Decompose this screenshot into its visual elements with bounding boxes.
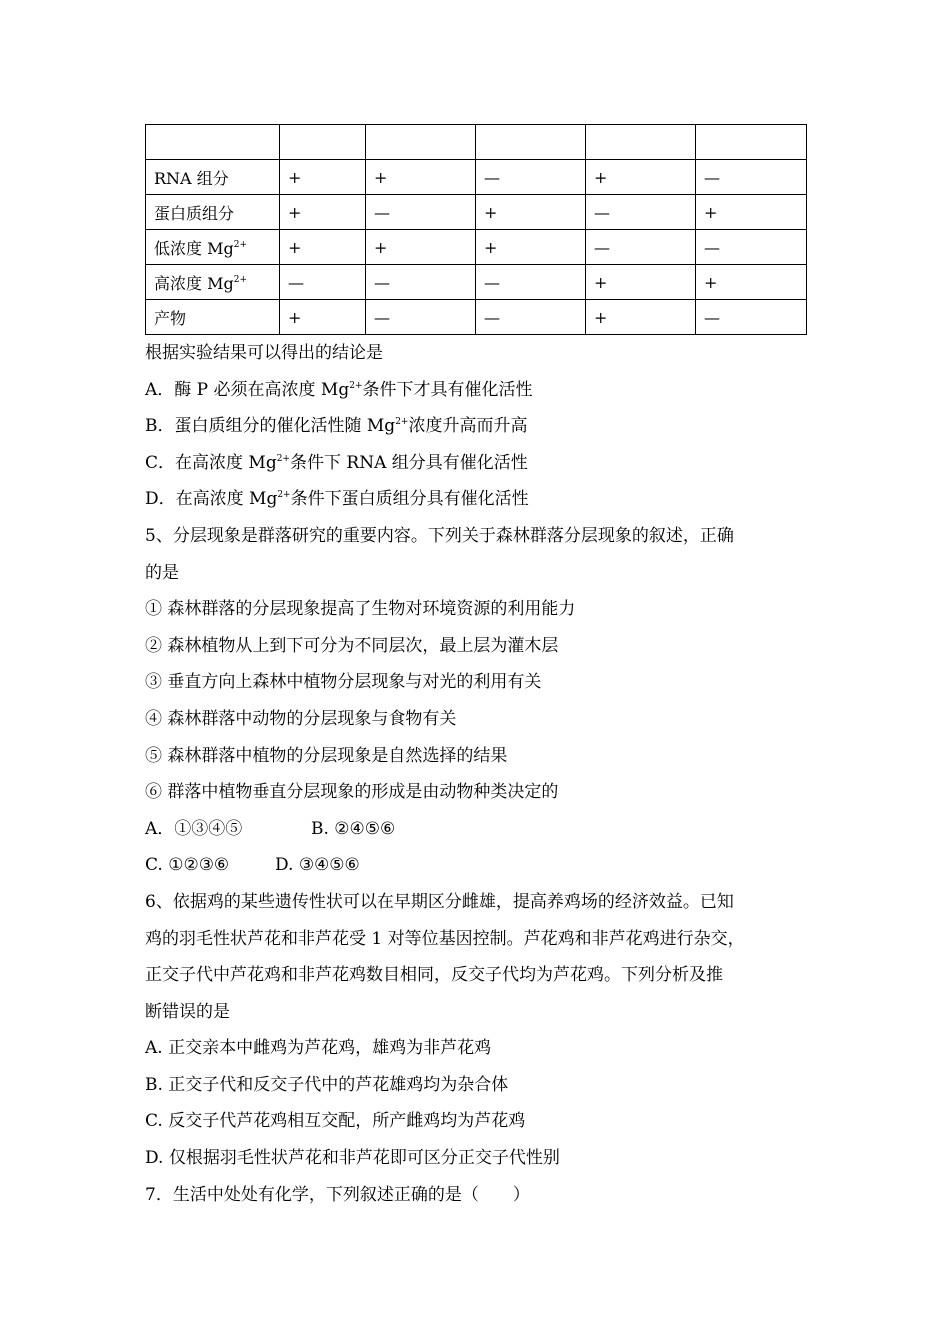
- table-cell: —: [696, 160, 807, 195]
- row-label: 低浓度 $Mg^{2+}$: [146, 230, 280, 265]
- table-cell: —: [476, 160, 586, 195]
- table-cell: +: [280, 230, 366, 265]
- row-label: 高浓度 $Mg^{2+}$: [146, 265, 280, 300]
- table-header-cell: [146, 125, 280, 160]
- table-cell: +: [366, 160, 476, 195]
- table-row: [146, 265, 807, 300]
- table-header-cell: [696, 125, 807, 160]
- q4-option-c: C．在高浓度 $Mg^{2+}$条件下 RNA 组分具有催化活性: [145, 452, 528, 473]
- table-row: [146, 230, 807, 265]
- q6-option-a: A. 正交亲本中雌鸡为芦花鸡，雄鸡为非芦花鸡: [145, 1038, 492, 1059]
- q4-option-a: A．酶 P 必须在高浓度 $Mg^{2+}$条件下才具有催化活性: [145, 379, 533, 400]
- q5-option-a: A．①③④⑤: [145, 818, 243, 839]
- table-row: [146, 160, 807, 195]
- q5-options-cd: [145, 847, 825, 884]
- table-header-cell: [280, 125, 366, 160]
- table-cell: +: [476, 195, 586, 230]
- q6-stem-line: 6、依据鸡的某些遗传性状可以在早期区分雌雄，提高养鸡场的经济效益。已知: [145, 891, 734, 912]
- table-header-cell: [476, 125, 586, 160]
- q5-statement: ⑥ 群落中植物垂直分层现象的形成是由动物种类决定的: [145, 782, 559, 803]
- q5-stem-line-1: 5、分层现象是群落研究的重要内容。下列关于森林群落分层现象的叙述，正确: [145, 525, 734, 546]
- exam-page: [145, 124, 825, 1213]
- table-cell: —: [586, 195, 696, 230]
- row-label: 蛋白质组分: [146, 195, 280, 230]
- table-header-row: [146, 125, 807, 160]
- table-cell: —: [476, 300, 586, 335]
- table-header-cell: [366, 125, 476, 160]
- table-cell: —: [696, 230, 807, 265]
- experiment-table: [145, 124, 807, 335]
- q6-stem-line: 正交子代中芦花鸡和非芦花鸡数目相同，反交子代均为芦花鸡。下列分析及推: [145, 965, 723, 986]
- table-cell: +: [696, 195, 807, 230]
- q5-options-ab: [145, 811, 825, 848]
- q4-option-b: B．蛋白质组分的催化活性随 $Mg^{2+}$浓度升高而升高: [145, 416, 528, 437]
- table-cell: +: [586, 160, 696, 195]
- table-cell: —: [696, 300, 807, 335]
- q5-option-b: B. ②④⑤⑥: [311, 818, 396, 839]
- table-cell: —: [366, 265, 476, 300]
- table-cell: —: [280, 265, 366, 300]
- table-cell: —: [586, 230, 696, 265]
- q6-option-b: B. 正交子代和反交子代中的芦花雄鸡均为杂合体: [145, 1074, 509, 1095]
- table-header-cell: [586, 125, 696, 160]
- q6-stem-line: 鸡的羽毛性状芦花和非芦花受 1 对等位基因控制。芦花鸡和非芦花鸡进行杂交，: [145, 928, 745, 949]
- q4-option-d: D．在高浓度 $Mg^{2+}$条件下蛋白质组分具有催化活性: [145, 489, 529, 510]
- table-cell: +: [280, 300, 366, 335]
- table-cell: —: [476, 265, 586, 300]
- q5-statement: ③ 垂直方向上森林中植物分层现象与对光的利用有关: [145, 672, 542, 693]
- q6-stem-line: 断错误的是: [145, 1001, 230, 1022]
- q5-statement: ① 森林群落的分层现象提高了生物对环境资源的利用能力: [145, 599, 576, 620]
- table-cell: —: [366, 195, 476, 230]
- row-label: RNA 组分: [146, 160, 280, 195]
- q4-stem: 根据实验结果可以得出的结论是: [145, 343, 383, 363]
- table-row: [146, 300, 807, 335]
- table-cell: +: [696, 265, 807, 300]
- table-cell: +: [586, 265, 696, 300]
- q5-statement: ② 森林植物从上到下可分为不同层次，最上层为灌木层: [145, 635, 559, 656]
- q7-stem: 7．生活中处处有化学，下列叙述正确的是（ ）: [145, 1184, 530, 1205]
- q6-option-d: D. 仅根据羽毛性状芦花和非芦花即可区分正交子代性别: [145, 1148, 560, 1169]
- q5-option-c: C. ①②③⑥: [145, 855, 230, 876]
- table-row: [146, 195, 807, 230]
- table-cell: +: [366, 230, 476, 265]
- table-cell: +: [280, 160, 366, 195]
- table-cell: +: [476, 230, 586, 265]
- q5-statement: ④ 森林群落中动物的分层现象与食物有关: [145, 708, 457, 729]
- table-cell: +: [280, 195, 366, 230]
- table-cell: +: [586, 300, 696, 335]
- q5-option-d: D. ③④⑤⑥: [275, 855, 360, 876]
- q5-stem-line-2: 的是: [145, 562, 179, 583]
- q6-option-c: C. 反交子代芦花鸡相互交配，所产雌鸡均为芦花鸡: [145, 1111, 526, 1132]
- q5-statement: ⑤ 森林群落中植物的分层现象是自然选择的结果: [145, 745, 508, 766]
- row-label: 产物: [146, 300, 280, 335]
- table-cell: —: [366, 300, 476, 335]
